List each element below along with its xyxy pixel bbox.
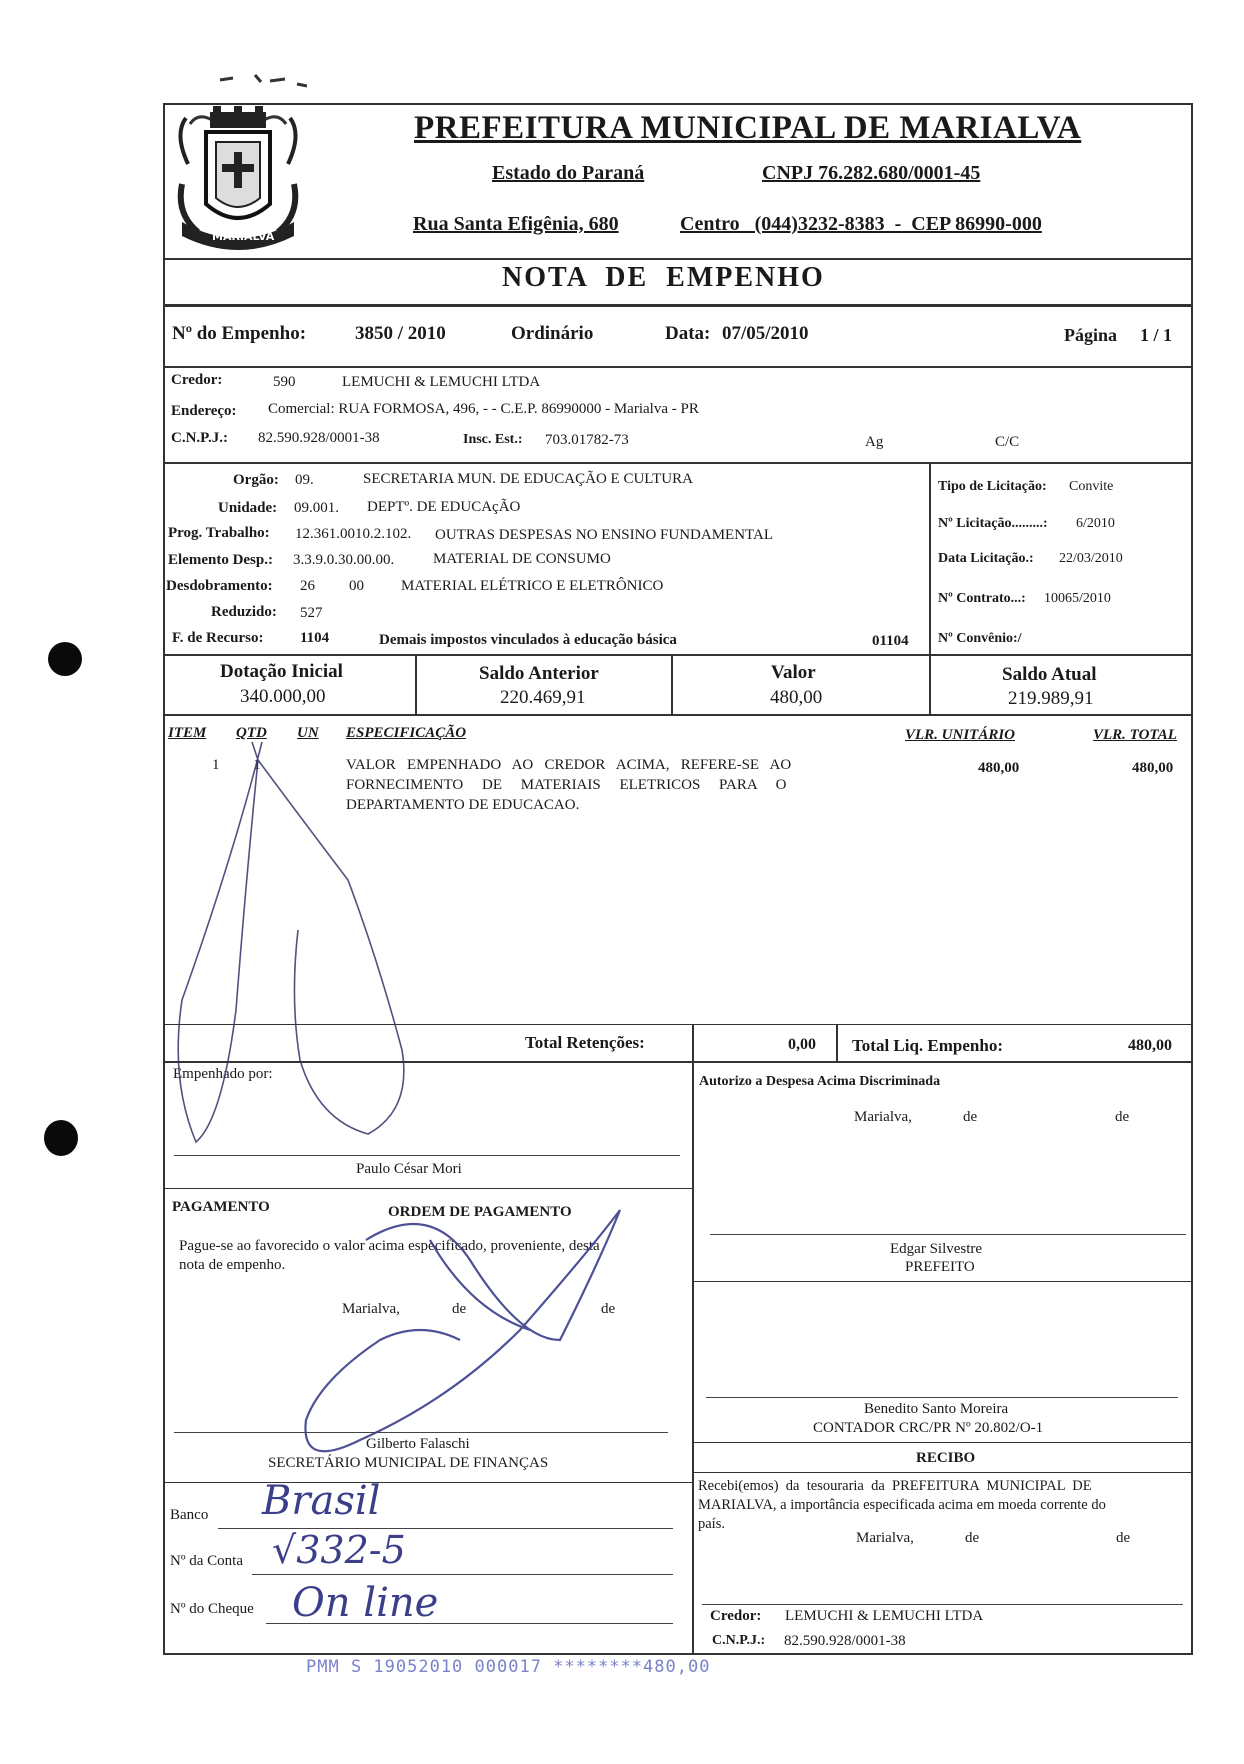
prefeitura-address: Rua Santa Efigênia, 680	[413, 213, 619, 235]
unidade-code: 09.001.	[294, 500, 339, 516]
recurso-label: F. de Recurso:	[172, 630, 264, 646]
contador-title: CONTADOR CRC/PR Nº 20.802/O-1	[813, 1420, 1044, 1436]
valor-label: Valor	[771, 662, 816, 683]
secretary-title: SECRETÁRIO MUNICIPAL DE FINANÇAS	[268, 1455, 549, 1471]
col-vlr-unitario: VLR. UNITÁRIO	[905, 727, 1016, 743]
convenio-label: Nº Convênio:/	[938, 631, 1022, 646]
licitacao-numero: 6/2010	[1076, 516, 1115, 531]
recibo-de1: de	[965, 1530, 980, 1546]
item-number: 1	[212, 757, 220, 773]
empenho-date: 07/05/2010	[722, 323, 809, 344]
prefeito-title: PREFEITO	[905, 1259, 975, 1275]
empenho-type: Ordinário	[511, 323, 594, 344]
elemento-name: MATERIAL DE CONSUMO	[433, 551, 611, 567]
licitacao-numero-label: Nº Licitação.........:	[938, 516, 1048, 531]
ordem-pagamento-label: ORDEM DE PAGAMENTO	[388, 1204, 572, 1220]
ordem-text-line2: nota de empenho.	[179, 1257, 286, 1273]
item-unit-value: 480,00	[978, 760, 1020, 776]
credor-code: 590	[273, 374, 296, 390]
contrato-label: Nº Contrato...:	[938, 591, 1026, 606]
recibo-title: RECIBO	[916, 1450, 976, 1466]
credor-cnpj-label: C.N.P.J.:	[171, 430, 228, 446]
recibo-line3: país.	[698, 1516, 725, 1532]
licitacao-data-label: Data Licitação.:	[938, 551, 1034, 566]
saldo-anterior-value: 220.469,91	[500, 687, 586, 708]
ag-label: Ag	[865, 434, 884, 450]
recibo-cnpj: 82.590.928/0001-38	[784, 1633, 906, 1649]
licitacao-tipo-label: Tipo de Licitação:	[938, 479, 1047, 494]
ordem-de1: de	[452, 1301, 467, 1317]
payment-stamp: PMM S 19052010 000017 ********480,00	[306, 1657, 711, 1677]
scan-specks	[215, 70, 315, 95]
conta-label: Nº da Conta	[170, 1553, 243, 1569]
ordem-city: Marialva,	[342, 1301, 400, 1317]
prefeito-name: Edgar Silvestre	[890, 1241, 983, 1257]
saldo-atual-label: Saldo Atual	[1002, 664, 1097, 685]
municipal-seal	[168, 104, 308, 256]
recibo-credor: LEMUCHI & LEMUCHI LTDA	[785, 1608, 984, 1624]
contrato-number: 10065/2010	[1044, 591, 1111, 606]
pagamento-label: PAGAMENTO	[172, 1199, 270, 1215]
credor-endereco: Comercial: RUA FORMOSA, 496, - - C.E.P. 86990000 - Marialva - PR	[268, 401, 699, 417]
col-qtd: QTD	[236, 725, 267, 741]
state-name: Estado do Paraná	[492, 162, 645, 184]
prefeitura-contact: Centro (044)3232-8383 - CEP 86990-000	[680, 213, 1042, 235]
orgao-code: 09.	[295, 472, 314, 488]
col-un: UN	[297, 725, 319, 741]
dotacao-label: Dotação Inicial	[220, 661, 343, 682]
autorizo-de2: de	[1115, 1109, 1130, 1125]
contador-name: Benedito Santo Moreira	[864, 1401, 1009, 1417]
credor-name: LEMUCHI & LEMUCHI LTDA	[342, 374, 541, 390]
orgao-name: SECRETARIA MUN. DE EDUCAÇÃO E CULTURA	[363, 471, 693, 487]
cc-label: C/C	[995, 434, 1020, 450]
punch-hole-bottom	[44, 1120, 78, 1156]
desdobramento-sub: 00	[349, 578, 364, 594]
empenho-number: 3850 / 2010	[355, 323, 446, 344]
banco-label: Banco	[170, 1507, 209, 1523]
reduzido-label: Reduzido:	[211, 604, 277, 620]
prefeitura-cnpj: CNPJ 76.282.680/0001-45	[762, 162, 981, 184]
autorizo-city: Marialva,	[854, 1109, 912, 1125]
seal-banner-text: MARIALVA	[212, 230, 275, 243]
col-especificacao: ESPECIFICAÇÃO	[346, 725, 467, 741]
liq-label: Total Liq. Empenho:	[852, 1036, 1003, 1055]
punch-hole-top	[48, 642, 82, 676]
valor-value: 480,00	[770, 687, 823, 708]
reduzido: 527	[300, 605, 323, 621]
elemento-label: Elemento Desp.:	[168, 552, 273, 568]
recibo-city: Marialva,	[856, 1530, 914, 1546]
cheque-label: Nº do Cheque	[170, 1601, 254, 1617]
recibo-credor-label: Credor:	[710, 1608, 762, 1624]
prog-code: 12.361.0010.2.102.	[295, 526, 412, 542]
desdobramento-label: Desdobramento:	[166, 578, 273, 594]
credor-label: Credor:	[171, 372, 223, 388]
prog-label: Prog. Trabalho:	[168, 525, 270, 541]
desdobramento-code: 26	[300, 578, 315, 594]
item-spec-line2: FORNECIMENTO DE MATERIAIS ELETRICOS PARA O	[346, 777, 787, 793]
document-title: NOTA DE EMPENHO	[502, 262, 825, 293]
item-spec-line1: VALOR EMPENHADO AO CREDOR ACIMA, REFERE-SE AO	[346, 757, 792, 773]
page-label: Página	[1064, 325, 1118, 345]
prog-name: OUTRAS DESPESAS NO ENSINO FUNDAMENTAL	[435, 527, 773, 543]
retencoes-value: 0,00	[788, 1036, 816, 1053]
empenhado-name: Paulo César Mori	[356, 1161, 462, 1177]
empenho-date-label: Data:	[665, 323, 711, 344]
saldo-atual-value: 219.989,91	[1008, 688, 1094, 709]
liq-value: 480,00	[1128, 1037, 1172, 1054]
recibo-line1: Recebi(emos) da tesouraria da PREFEITURA MUNICIPAL DE	[698, 1478, 1092, 1494]
recurso-code: 1104	[300, 630, 330, 646]
secretary-name: Gilberto Falaschi	[366, 1436, 470, 1452]
licitacao-data: 22/03/2010	[1059, 551, 1123, 566]
credor-cnpj: 82.590.928/0001-38	[258, 430, 380, 446]
insc-label: Insc. Est.:	[463, 432, 523, 447]
empenhado-por-label: Empenhado por:	[173, 1066, 273, 1082]
recibo-de2: de	[1116, 1530, 1131, 1546]
saldo-anterior-label: Saldo Anterior	[479, 663, 599, 684]
conta-handwritten: √332-5	[272, 1528, 406, 1572]
recibo-line2: MARIALVA, a importância especificada acima em moeda corrente do	[698, 1497, 1106, 1513]
dotacao-value: 340.000,00	[240, 686, 326, 707]
unidade-label: Unidade:	[218, 500, 278, 516]
orgao-label: Orgão:	[233, 472, 279, 488]
endereco-label: Endereço:	[171, 403, 237, 419]
recibo-cnpj-label: C.N.P.J.:	[712, 1633, 766, 1648]
retencoes-label: Total Retenções:	[525, 1033, 645, 1052]
elemento-code: 3.3.9.0.30.00.00.	[293, 552, 395, 568]
item-spec-line3: DEPARTAMENTO DE EDUCACAO.	[346, 797, 580, 813]
autorizo-de1: de	[963, 1109, 978, 1125]
ordem-de2: de	[601, 1301, 616, 1317]
item-qtd: 1	[253, 757, 261, 773]
item-total-value: 480,00	[1132, 760, 1174, 776]
licitacao-tipo: Convite	[1069, 479, 1114, 494]
col-vlr-total: VLR. TOTAL	[1093, 727, 1177, 743]
banco-handwritten: Brasil	[262, 1478, 381, 1524]
recurso-number: 01104	[872, 633, 909, 649]
empenho-number-label: Nº do Empenho:	[172, 323, 307, 344]
desdobramento-name: MATERIAL ELÉTRICO E ELETRÔNICO	[401, 578, 664, 594]
cheque-handwritten: On line	[292, 1580, 439, 1626]
page-number: 1 / 1	[1140, 325, 1173, 345]
unidade-name: DEPTº. DE EDUCAçÃO	[367, 499, 521, 515]
col-item: ITEM	[168, 725, 207, 741]
insc-est: 703.01782-73	[545, 432, 629, 448]
autorizo-label: Autorizo a Despesa Acima Discriminada	[699, 1074, 941, 1089]
recurso-name: Demais impostos vinculados à educação básica	[379, 632, 677, 648]
prefeitura-title: PREFEITURA MUNICIPAL DE MARIALVA	[414, 110, 1082, 146]
ordem-text-line1: Pague-se ao favorecido o valor acima especificado, proveniente, desta	[179, 1238, 600, 1254]
